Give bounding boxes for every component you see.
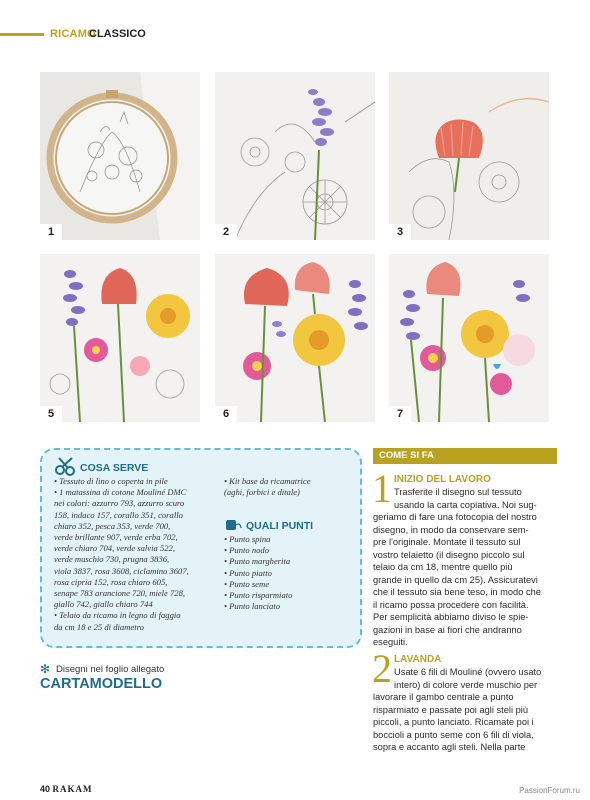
page-number: 40 <box>40 784 51 794</box>
materials-line: nei colori: azzurro 793, azzurro scuro <box>54 498 185 509</box>
pattern-title: CARTAMODELLO <box>40 676 163 692</box>
materials-line: giallo 742, giallo chiaro 744 <box>54 599 153 610</box>
howto-band: COME SI FA <box>373 448 557 464</box>
stitch-item: • Punto spina <box>224 534 271 544</box>
photo-number: 1 <box>40 224 62 240</box>
step-text-1b <box>373 511 557 649</box>
stitch-item: • Punto lanciato <box>224 601 280 612</box>
flower-icon: ✻ <box>40 662 51 676</box>
materials-box <box>40 448 362 648</box>
page-footer <box>40 784 93 794</box>
magazine-brand: RAKAM <box>52 784 93 794</box>
materials-list-left <box>54 476 222 633</box>
photo-number: 5 <box>40 406 62 422</box>
step-photo-5 <box>40 254 200 422</box>
step-title-1: INIZIO DEL LAVORO <box>394 474 491 485</box>
materials-line: senape 783 arancione 720, miele 728, <box>54 588 186 599</box>
header-accent-bar <box>0 33 44 36</box>
step-text-line: disegno, in modo da conservare sem- <box>373 524 529 535</box>
step-number-2: 2 <box>372 646 392 691</box>
step-text-line: Usate 6 fili di Mouliné (ovvero usato <box>394 667 542 677</box>
photo-number: 3 <box>389 224 411 240</box>
materials-line: • Tessuto di lino o coperta in pile <box>54 476 168 486</box>
step-photo-6 <box>215 254 375 422</box>
header-category: RICAMO <box>50 28 96 40</box>
step-text-line: sopra e accanto agli steli. Nella parte <box>373 742 526 752</box>
step-text-line: vostro telaietto (il disegno piccolo sul <box>373 549 525 560</box>
stitch-item: • Punto margherita <box>224 556 291 567</box>
materials-line: verde chiaro 704, verde salvia 522, <box>54 543 175 554</box>
stitch-item: • Punto piatto <box>224 567 272 578</box>
stitch-item: • Punto nodo <box>224 545 270 556</box>
stitch-item: • Punto risparmiato <box>224 590 293 601</box>
photo-number: 2 <box>215 224 237 240</box>
materials-line: • Kit base da ricamatrice <box>224 476 311 486</box>
step-text-line: pre l'originale. Montate il tessuto sul <box>373 537 521 547</box>
step-text-line: Trasferite il disegno sul tessuto <box>394 487 522 497</box>
step-photo-7 <box>389 254 549 422</box>
materials-line: • Telaio da ricamo in legno di faggio <box>54 610 181 621</box>
step-photo-3 <box>389 72 549 240</box>
materials-heading: COSA SERVE <box>80 462 149 474</box>
scissors-icon <box>54 456 78 476</box>
step-text-line: intero) di colore verde muschio per <box>394 679 538 690</box>
step-text-line: Per semplicità abbiamo diviso le spie- <box>373 612 529 622</box>
step-text-2a <box>394 666 557 691</box>
materials-list-right <box>224 476 354 498</box>
step-text-1a <box>394 486 557 511</box>
step-text-line: usando la carta copiativa. Noi sug- <box>394 499 537 510</box>
step-text-2b <box>373 691 557 754</box>
thread-spool-icon <box>224 518 242 532</box>
step-photo-1 <box>40 72 200 240</box>
step-text-line: il ricamo possa procedere con facilità. <box>373 599 529 610</box>
step-text-line: che il tessuto sia bene teso, in modo che <box>373 587 541 597</box>
step-text-line: gazioni in base ai fiori che andranno <box>373 624 522 635</box>
header-subcategory: CLASSICO <box>89 28 146 40</box>
materials-line: chiaro 352, pesca 353, verde 700, <box>54 520 171 531</box>
materials-line: • 1 matassina di cotone Mouliné DMC <box>54 487 187 498</box>
materials-line: da cm 18 e 25 di diametro <box>54 621 144 632</box>
materials-line: viola 3837, rosa 3608, ciclamino 3607, <box>54 565 189 576</box>
step-text-line: grande in quello da cm 25). Assicuratevi <box>373 574 538 585</box>
materials-line: verde muschio 730, prugna 3836, <box>54 554 170 565</box>
stitch-item: • Punto seme <box>224 578 270 589</box>
materials-line: (aghi, forbici e ditale) <box>224 487 300 498</box>
step-text-line: eseguiti. <box>373 637 408 647</box>
photo-number: 7 <box>389 406 411 422</box>
pattern-note-small: Disegni nel foglio allegato <box>56 664 165 675</box>
step-number-1: 1 <box>372 466 392 511</box>
watermark-credit: PassionForum.ru <box>519 786 580 795</box>
step-text-line: boccioli a punto seme con 6 fili di viola, <box>373 729 534 740</box>
step-photo-2 <box>215 72 375 240</box>
materials-line: verde brillante 907, verde erba 702, <box>54 532 178 543</box>
materials-line: 158, indaco 157, corallo 351, corallo <box>54 509 183 520</box>
step-text-line: piccoli, a punto lanciato. Ricamate poi i <box>373 717 534 727</box>
step-text-line: geriamo di fare una fotocopia del nostro <box>373 512 537 522</box>
step-text-line: lavorare il gambo centrale a punto <box>373 692 514 702</box>
stitches-list <box>224 534 354 612</box>
photo-number: 6 <box>215 406 237 422</box>
step-title-2: LAVANDA <box>394 654 442 665</box>
materials-line: rosa cipria 152, rosa chiaro 605, <box>54 576 168 587</box>
step-text-line: telaio da cm 18, mentre quello più <box>373 562 513 572</box>
stitches-heading: QUALI PUNTI <box>246 520 314 532</box>
step-text-line: risparmiato e passate poi agli steli più <box>373 704 529 715</box>
